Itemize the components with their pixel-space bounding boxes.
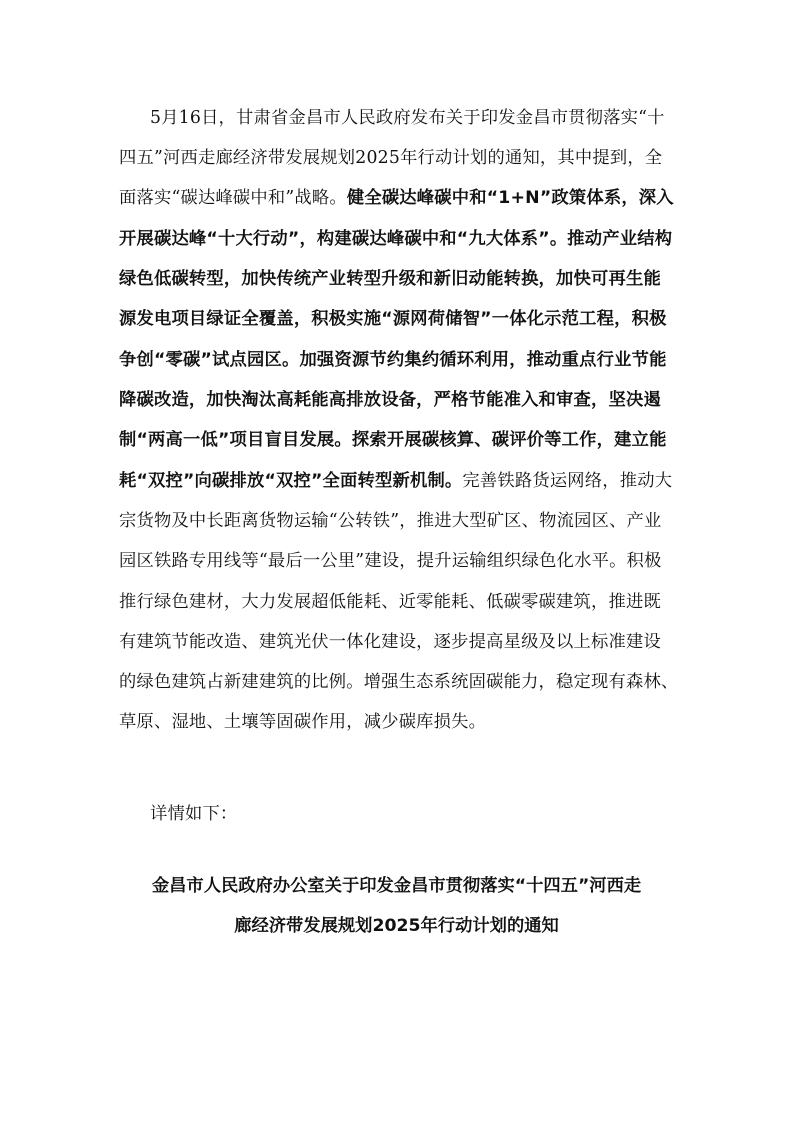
- paragraph-line: [119, 388, 679, 428]
- paragraph-line: [119, 670, 679, 710]
- paragraph-line: [119, 509, 679, 549]
- paragraph-line: [119, 186, 679, 226]
- bold-text-run: 制“两高一低”项目盲目发展。探索开展碳核算、碳评价等工作，建立能: [119, 430, 667, 450]
- paragraph-line: [119, 630, 679, 670]
- paragraph-line: [119, 428, 679, 468]
- bold-text-run: 开展碳达峰“十大行动”，构建碳达峰碳中和“九大体系”。推动产业结构: [119, 229, 673, 249]
- text-run: 的绿色建筑占新建建筑的比例。增强生态系统固碳能力，稳定现有森林、: [119, 672, 679, 692]
- bold-text-run: 争创“零碳”试点园区。加强资源节约集约循环利用，推动重点行业节能: [119, 350, 667, 370]
- text-run: 完善铁路货运网络，推动大: [462, 471, 673, 491]
- notice-title-line-2: 廊经济带发展规划2025年行动计划的通知: [234, 916, 559, 936]
- text-run: 面落实“碳达峰碳中和”战略。: [119, 188, 347, 208]
- bold-text-run: 健全碳达峰碳中和“1+N”政策体系，深入: [346, 188, 674, 208]
- bold-text-run: 源发电项目绿证全覆盖，积极实施“源网荷储智”一体化示范工程，积极: [119, 309, 667, 329]
- paragraph-line: [119, 710, 679, 750]
- paragraph-line: [119, 348, 679, 388]
- bold-text-run: 耗“双控”向碳排放“双控”全面转型新机制。: [119, 471, 463, 491]
- text-run: 四五”河西走廊经济带发展规划2025年行动计划的通知，其中提到，全: [119, 148, 663, 168]
- paragraph-line: [119, 590, 679, 630]
- bold-text-run: 绿色低碳转型，加快传统产业转型升级和新旧动能转换，加快可再生能: [119, 269, 661, 289]
- bold-text-run: 降碳改造，加快淘汰高耗能高排放设备，严格节能准入和审查，坚决遏: [119, 390, 661, 410]
- text-run: 5月16日，甘肃省金昌市人民政府发布关于印发金昌市贯彻落实“十: [150, 108, 665, 128]
- paragraph-line: [119, 469, 679, 509]
- notice-title-line-1: 金昌市人民政府办公室关于印发金昌市贯彻落实“十四五”河西走: [151, 876, 642, 896]
- paragraph-line: [119, 146, 679, 186]
- text-run: 宗货物及中长距离货物运输“公转铁”，推进大型矿区、物流园区、产业: [119, 511, 662, 531]
- paragraph-line: [150, 106, 710, 146]
- text-run: 有建筑节能改造、建筑光伏一体化建设，逐步提高星级及以上标准建设: [119, 632, 661, 652]
- paragraph-line: [119, 307, 679, 347]
- details-label: 详情如下：: [150, 804, 238, 824]
- paragraph-line: [119, 549, 679, 589]
- paragraph-line: [119, 227, 679, 267]
- text-run: 推行绿色建材，大力发展超低能耗、近零能耗、低碳零碳建筑，推进既: [119, 592, 661, 612]
- text-run: 园区铁路专用线等“最后一公里”建设，提升运输组织绿色化水平。积极: [119, 551, 662, 571]
- text-run: 草原、湿地、土壤等固碳作用，减少碳库损失。: [119, 712, 487, 732]
- paragraph-line: [119, 267, 679, 307]
